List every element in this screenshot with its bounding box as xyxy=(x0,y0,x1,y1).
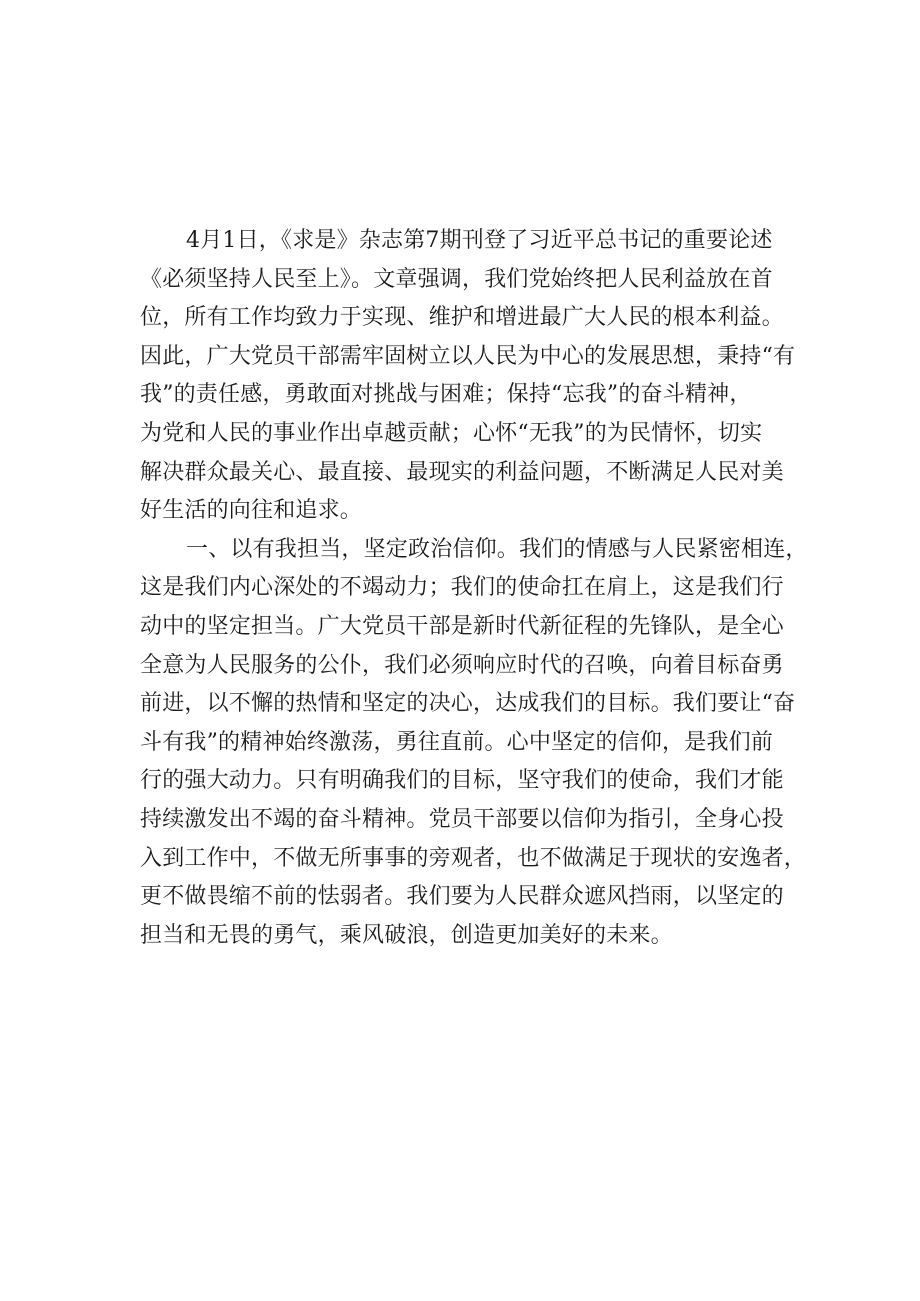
text-line: 好生活的向往和追求。 xyxy=(140,498,363,524)
text-line: 这是我们内心深处的不竭动力；我们的使命扛在肩上，这是我们行 xyxy=(140,575,784,601)
text-line: 斗有我”的精神始终激荡，勇往直前。心中坚定的信仰，是我们前 xyxy=(140,729,774,755)
text-line: 我”的责任感，勇敢面对挑战与困难；保持“忘我”的奋斗精神， xyxy=(140,382,752,408)
text-line: 持续激发出不竭的奋斗精神。党员干部要以信仰为指引，全身心投 xyxy=(140,806,784,832)
text-line: 全意为人民服务的公仆，我们必须响应时代的召唤，向着目标奋勇 xyxy=(140,652,784,678)
text-line: 担当和无畏的勇气，乘风破浪，创造更加美好的未来。 xyxy=(140,922,673,948)
text-line: 入到工作中，不做无所事事的旁观者，也不做满足于现状的安逸者， xyxy=(140,845,807,871)
paragraph-section-one xyxy=(140,531,808,956)
document-body xyxy=(140,222,808,955)
text-line: 位，所有工作均致力于实现、维护和增进最广大人民的根本利益。 xyxy=(140,305,784,331)
text-line: 4月1日，《求是》杂志第7期刊登了习近平总书记的重要论述 xyxy=(186,228,773,253)
text-line: 行的强大动力。只有明确我们的目标，坚守我们的使命，我们才能 xyxy=(140,768,784,794)
text-line: 解决群众最关心、最直接、最现实的利益问题，不断满足人民对美 xyxy=(140,459,784,485)
text-line: 因此，广大党员干部需牢固树立以人民为中心的发展思想，秉持“有 xyxy=(140,343,796,369)
text-line: 为党和人民的事业作出卓越贡献；心怀“无我”的为民情怀，切实 xyxy=(140,420,763,446)
text-line: 《必须坚持人民至上》。文章强调，我们党始终把人民利益放在首 xyxy=(140,266,773,292)
text-line: 动中的坚定担当。广大党员干部是新时代新征程的先锋队，是全心 xyxy=(140,613,784,639)
text-line: 更不做畏缩不前的怯弱者。我们要为人民群众遮风挡雨，以坚定的 xyxy=(140,884,784,910)
paragraph-intro xyxy=(140,222,796,531)
text-line: 前进，以不懈的热情和坚定的决心，达成我们的目标。我们要让“奋 xyxy=(140,691,796,717)
text-line: 一、以有我担当，坚定政治信仰。我们的情感与人民紧密相连， xyxy=(186,536,808,562)
